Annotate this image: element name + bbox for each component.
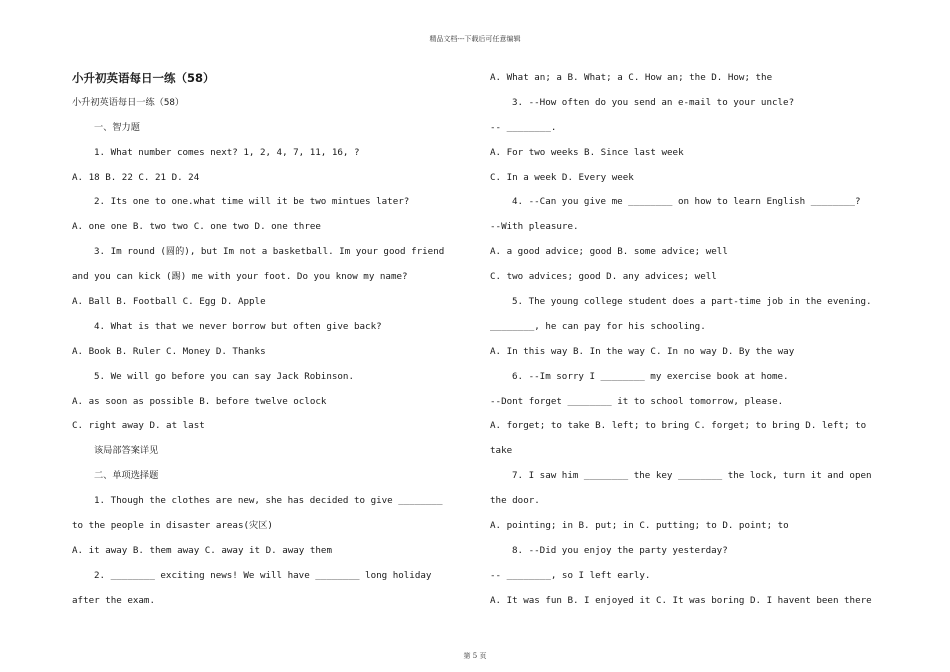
left-text-line: 1. Though the clothes are new, she has decided to give ________ (94, 495, 443, 507)
right-text-line: 3. --How often do you send an e-mail to your uncle? (512, 96, 795, 108)
right-text-line: take (490, 445, 513, 457)
right-column (490, 66, 882, 614)
left-text-line: A. it away B. them away C. away it D. away them (72, 544, 332, 556)
left-text-line: 1. What number comes next? 1, 2, 4, 7, 11, 16, ? (94, 146, 360, 158)
right-text-line: 4. --Can you give me ________ on how to learn English ________? (512, 196, 861, 208)
left-text-line: A. Book B. Ruler C. Money D. Thanks (72, 345, 266, 357)
left-text-line: C. right away D. at last (72, 420, 205, 432)
left-text-line: 该局部答案详见 (94, 445, 159, 457)
left-text-line: A. Ball B. Football C. Egg D. Apple (72, 296, 266, 308)
right-text-line: A. forget; to take B. left; to bring C. forget; to bring D. left; to (490, 420, 867, 432)
right-text-line: C. two advices; good D. any advices; well (490, 271, 717, 283)
right-text-line: --With pleasure. (490, 221, 579, 233)
left-column (72, 66, 460, 614)
right-text-line: A. pointing; in B. put; in C. putting; to D. point; to (490, 520, 789, 532)
left-text-line: 二、单项选择题 (94, 470, 159, 482)
right-text-line: 6. --Im sorry I ________ my exercise book at home. (512, 370, 789, 382)
right-text-line: A. It was fun B. I enjoyed it C. It was boring D. I havent been there (490, 594, 872, 606)
right-text-line: -- ________. (490, 121, 557, 133)
left-text-line: 一、智力题 (94, 121, 140, 133)
left-text-line: 小升初英语每日一练（58） (72, 96, 185, 108)
page-header: 精品文档---下载后可任意编辑 (429, 35, 521, 43)
left-text-line: after the exam. (72, 594, 155, 606)
right-text-line: -- ________, so I left early. (490, 569, 651, 581)
left-text-line: 2. ________ exciting news! We will have ________ long holiday (94, 569, 432, 581)
left-text-line: and you can kick (踢) me with your foot. Do you know my name? (72, 271, 408, 283)
right-text-line: A. What an; a B. What; a C. How an; the D. How; the (490, 72, 773, 83)
left-text-line: A. one one B. two two C. one two D. one three (72, 221, 321, 233)
left-text-line: 2. Its one to one.what time will it be two mintues later? (94, 196, 410, 208)
left-text-line: A. 18 B. 22 C. 21 D. 24 (72, 171, 200, 183)
left-text-line: to the people in disaster areas(灾区) (72, 520, 273, 532)
right-text-line: the door. (490, 495, 540, 507)
right-text-line: 5. The young college student does a part-time job in the evening. (512, 296, 872, 308)
right-text-line: ________, he can pay for his schooling. (490, 320, 706, 332)
left-text-line: A. as soon as possible B. before twelve oclock (72, 395, 327, 407)
left-text-line: 5. We will go before you can say Jack Robinson. (94, 370, 354, 382)
right-text-line: A. a good advice; good B. some advice; well (490, 246, 728, 258)
right-text-line: A. In this way B. In the way C. In no way D. By the way (490, 345, 795, 357)
right-text-line: 8. --Did you enjoy the party yesterday? (512, 544, 728, 556)
right-text-line: C. In a week D. Every week (490, 171, 634, 183)
document-title: 小升初英语每日一练（58） (72, 71, 215, 85)
left-text-line: 3. Im round (圆的), but Im not a basketball. Im your good friend (94, 246, 445, 258)
page-footer: 第 5 页 (463, 652, 487, 660)
right-text-line: --Dont forget ________ it to school tomorrow, please. (490, 395, 784, 407)
left-text-line: 4. What is that we never borrow but often give back? (94, 320, 382, 332)
right-text-line: A. For two weeks B. Since last week (490, 146, 684, 158)
right-text-line: 7. I saw him ________ the key ________ the lock, turn it and open (512, 470, 872, 482)
